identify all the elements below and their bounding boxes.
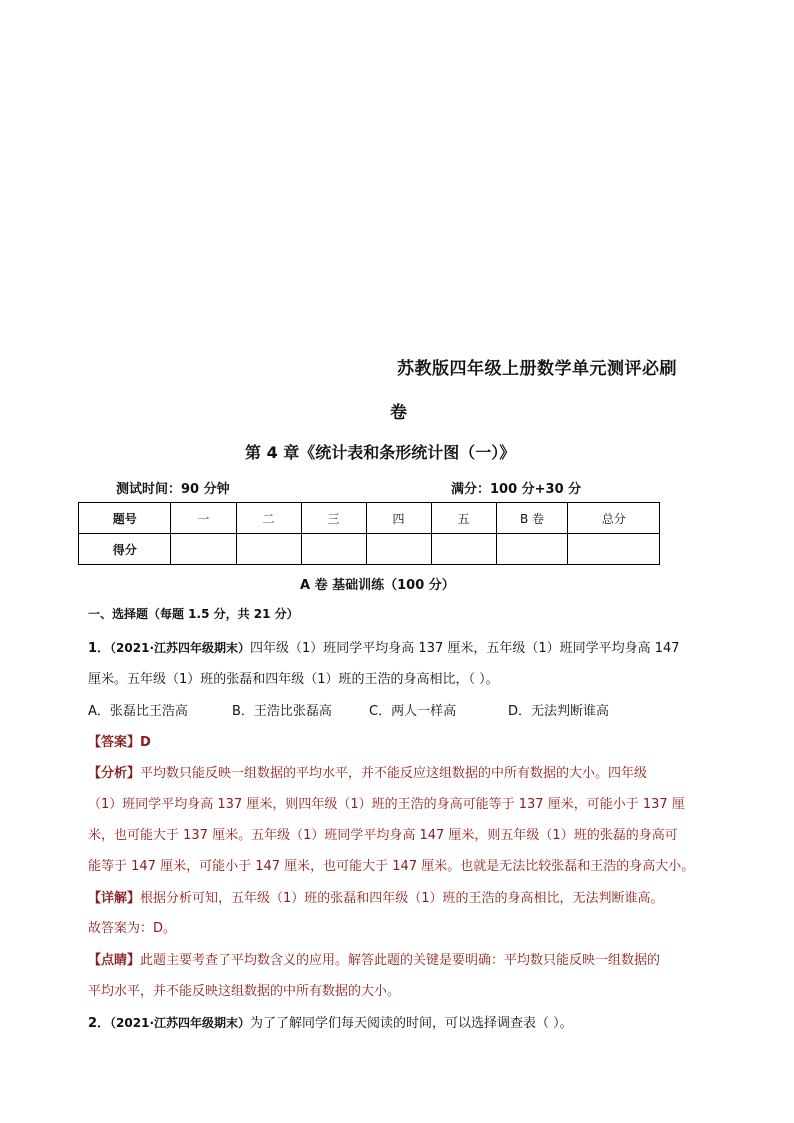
score-input-cell[interactable]	[236, 534, 301, 565]
table-cell: 二	[236, 503, 301, 534]
q1-source: （2021·江苏四年级期末）	[110, 641, 251, 655]
answer-value: D	[140, 735, 151, 750]
analysis-tag: 【分析】	[88, 766, 141, 781]
table-cell: 得分	[79, 534, 171, 565]
q1-option-d: D．无法判断谁高	[508, 704, 610, 719]
q2-source: （2021·江苏四年级期末）	[110, 1016, 251, 1030]
score-input-cell[interactable]	[431, 534, 496, 565]
q2-number: 2．	[88, 1016, 111, 1031]
section-1-heading: 一、选择题（每题 1.5 分，共 21 分）	[88, 607, 299, 621]
q1-analysis-line4: 能等于 147 厘米，可能小于 147 厘米，也可能大于 147 厘米。也就是无法比较张磊和王浩的身高大小。	[88, 859, 695, 874]
table-cell: 三	[301, 503, 366, 534]
q1-number: 1．	[88, 641, 111, 656]
q2-line1	[88, 1012, 573, 1031]
score-table-header-row	[79, 503, 660, 534]
q1-text: 四年级（1）班同学平均身高 137 厘米，五年级（1）班同学平均身高 147	[250, 641, 680, 656]
answer-tag: 【答案】	[88, 735, 141, 750]
q1-option-a: A．张磊比王浩高	[88, 704, 188, 719]
q1-analysis-line2: （1）班同学平均身高 137 厘米，则四年级（1）班的王浩的身高可能等于 137 厘米，可能小于 137 厘	[88, 797, 685, 812]
table-cell: 题号	[79, 503, 171, 534]
table-cell: 一	[171, 503, 236, 534]
doc-title-line1: 苏教版四年级上册数学单元测评必刷	[397, 359, 677, 379]
table-cell: 总分	[568, 503, 660, 534]
score-input-cell[interactable]	[366, 534, 431, 565]
q1-option-b: B．王浩比张磊高	[232, 704, 332, 719]
q1-answer	[88, 731, 151, 750]
q1-option-c: C．两人一样高	[369, 704, 457, 719]
analysis-text: 平均数只能反映一组数据的平均水平，并不能反应这组数据的中所有数据的大小。四年级	[140, 766, 648, 781]
full-score: 满分：100 分+30 分	[451, 482, 582, 497]
score-input-cell[interactable]	[171, 534, 236, 565]
q1-detail-line2: 故答案为：D。	[88, 921, 177, 936]
point-tag: 【点睛】	[88, 953, 141, 968]
q2-text: 为了了解同学们每天阅读的时间，可以选择调查表（ ）。	[250, 1016, 573, 1031]
score-table-score-row	[79, 534, 660, 565]
section-a-heading: A 卷 基础训练（100 分）	[300, 578, 455, 593]
q1-point-line2: 平均水平，并不能反映这组数据的中所有数据的大小。	[88, 984, 401, 999]
detail-text: 根据分析可知，五年级（1）班的张磊和四年级（1）班的王浩的身高相比，无法判断谁高。	[140, 891, 664, 906]
q1-line2: 厘米。五年级（1）班的张磊和四年级（1）班的王浩的身高相比，（ ）。	[88, 672, 499, 687]
score-table	[78, 502, 660, 565]
score-input-cell[interactable]	[496, 534, 568, 565]
test-time: 测试时间：90 分钟	[116, 482, 230, 497]
table-cell: 四	[366, 503, 431, 534]
score-input-cell[interactable]	[301, 534, 366, 565]
q1-analysis-line3: 米，也可能大于 137 厘米。五年级（1）班同学平均身高 147 厘米，则五年级（1）班的张磊的身高可	[88, 828, 678, 843]
q1-analysis-line1	[88, 762, 647, 781]
q1-point-line1	[88, 949, 660, 968]
score-input-cell[interactable]	[568, 534, 660, 565]
doc-title-line2: 卷	[390, 403, 407, 423]
point-text: 此题主要考查了平均数含义的应用。解答此题的关键是要明确：平均数只能反映一组数据的	[140, 953, 661, 968]
detail-tag: 【详解】	[88, 891, 141, 906]
q1-line1	[88, 637, 680, 656]
table-cell: B 卷	[496, 503, 568, 534]
chapter-title: 第 4 章《统计表和条形统计图（一）》	[245, 443, 516, 462]
table-cell: 五	[431, 503, 496, 534]
q1-detail-line1	[88, 887, 664, 906]
